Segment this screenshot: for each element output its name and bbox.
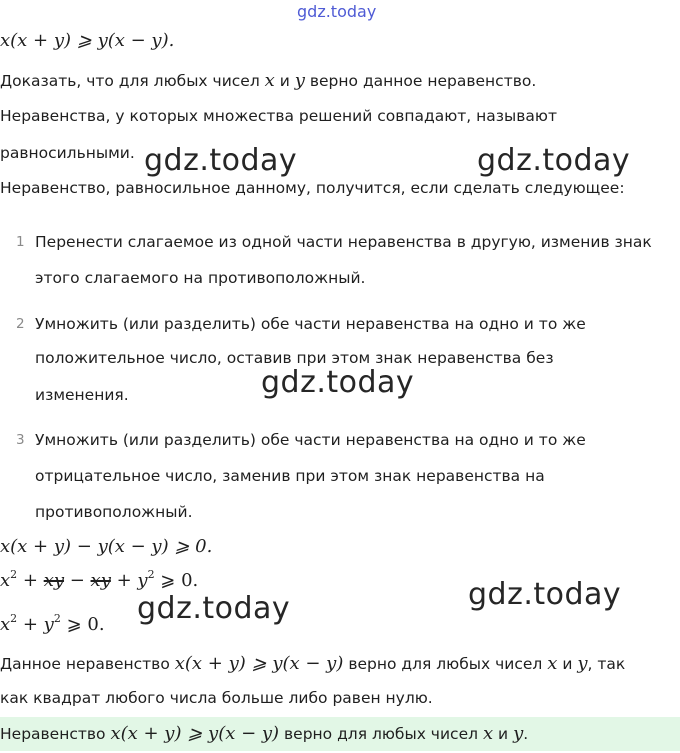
conclusion-suffix: , так	[587, 655, 626, 673]
list-number: 1	[16, 234, 25, 250]
math-relation: ⩾ 0.	[60, 614, 105, 635]
list-number: 2	[16, 316, 25, 332]
definition-line-1: Неравенства, у которых множества решений совпадают, называют	[0, 107, 557, 125]
answer-prefix: Неравенство	[0, 725, 106, 743]
var-y: y	[294, 70, 305, 91]
var-x: x	[264, 70, 275, 91]
rule-text-line: Умножить (или разделить) обе части неравенства на одно и то же	[35, 431, 586, 449]
rule-text-line: изменения.	[35, 386, 129, 404]
math-term: + y	[110, 570, 148, 591]
math-relation: ⩾ 0.	[154, 570, 199, 591]
answer-mid: верно для любых чисел	[284, 725, 479, 743]
watermark: gdz.today	[261, 365, 415, 400]
answer-inequality: x(x + y) ⩾ y(x − y)	[110, 723, 280, 744]
exponent: 2	[10, 612, 18, 625]
conclusion-mid: верно для любых чисел	[348, 655, 543, 673]
statement-suffix: верно данное неравенство.	[309, 72, 537, 90]
watermark: gdz.today	[144, 143, 298, 178]
rule-text-line: этого слагаемого на противоположный.	[35, 269, 366, 287]
math-operator: +	[17, 570, 44, 591]
conclusion-inequality: x(x + y) ⩾ y(x − y)	[174, 653, 344, 674]
rule-text-line: положительное число, оставив при этом знак неравенства без	[35, 349, 554, 367]
definition-line-2: равносильными.	[0, 144, 135, 162]
conclusion-prefix: Данное неравенство	[0, 655, 170, 673]
cancelled-term: xy	[90, 570, 111, 591]
answer-suffix: .	[523, 725, 529, 743]
statement-prefix: Доказать, что для любых чисел	[0, 72, 260, 90]
var-y: y	[577, 653, 588, 674]
cancelled-term: xy	[43, 570, 65, 591]
rule-text-line: Умножить (или разделить) обе части неравенства на одно и то же	[35, 315, 586, 333]
math-term: + y	[17, 614, 54, 635]
math-operator: −	[64, 570, 91, 591]
conclusion-line-1	[0, 645, 625, 683]
math-term: x	[0, 614, 11, 635]
conj-and: и	[562, 655, 573, 673]
problem-statement	[0, 62, 536, 100]
watermark: gdz.today	[468, 577, 622, 612]
solution-step-2	[0, 570, 198, 591]
math-term: x	[0, 570, 11, 591]
answer-line	[0, 715, 528, 753]
solution-step-3	[0, 614, 105, 635]
rule-text-line: Перенести слагаемое из одной части неравенства в другую, изменив знак	[35, 233, 652, 251]
conj-and: и	[498, 725, 509, 743]
conclusion-line-2: как квадрат любого числа больше либо равен нулю.	[0, 689, 433, 707]
rule-text-line: отрицательное число, заменив при этом знак неравенства на	[35, 467, 545, 485]
exponent: 2	[53, 612, 61, 625]
exponent: 2	[147, 568, 155, 581]
rules-intro: Неравенство, равносильное данному, получится, если сделать следующее:	[0, 179, 625, 197]
var-x: x	[482, 723, 494, 744]
header-watermark: gdz.today	[297, 2, 377, 21]
exponent: 2	[10, 568, 18, 581]
list-number: 3	[16, 432, 25, 448]
watermark: gdz.today	[477, 143, 631, 178]
problem-inequality: x(x + y) ⩾ y(x − y).	[0, 30, 175, 51]
rule-text-line: противоположный.	[35, 503, 193, 521]
var-y: y	[513, 723, 524, 744]
watermark: gdz.today	[137, 591, 291, 626]
solution-step-1: x(x + y) − y(x − y) ⩾ 0.	[0, 536, 213, 557]
conj-and: и	[279, 72, 290, 90]
var-x: x	[547, 653, 558, 674]
